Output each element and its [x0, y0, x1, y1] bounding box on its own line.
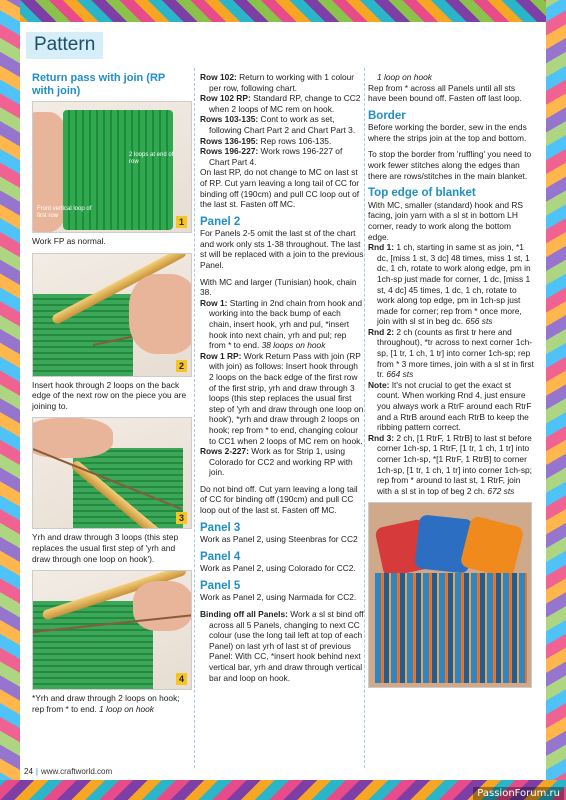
row-text: Cont to work as set, following Chart Part 2 and Chart Part 3. — [209, 114, 356, 135]
watermark: PassionForum.ru — [473, 787, 564, 800]
callout-label: 2 loops at end of row — [129, 152, 174, 165]
stitch-count: 1 loop on hook — [99, 703, 154, 714]
step-text: Insert hook through 2 loops on the back edge of the next row on the piece you are joining to. — [32, 379, 187, 411]
row-text: Return to working with 1 colour per row, following chart. — [209, 72, 355, 93]
paragraph: Work as Panel 2, using Steenbras for CC2 — [200, 534, 358, 545]
step-number-badge: 3 — [176, 512, 187, 524]
column-divider — [364, 68, 365, 768]
row-label: Rows 2-227: — [200, 446, 249, 457]
paragraph: For Panels 2-5 omit the last st of the chart and work only sts 1-38 throughout. The last st will be replaced with a join to the previous Panel. — [200, 228, 364, 270]
row-text: Work a sl st bind off across all 5 Panels, changing to next CC colour (use the long tail left at top of each Panel) on last yrh of last st of previous Panel: With CC, *insert hook behind next vertical bar, yrh and draw through vertical bar and loop on hook. — [209, 608, 364, 683]
callout-label: Front vertical loop of first row — [37, 206, 92, 219]
paragraph: Work as Panel 2, using Narmada for CC2. — [200, 592, 357, 603]
step-photo-4 — [32, 570, 192, 690]
step-text: Work FP as normal. — [32, 236, 106, 246]
step-number-badge: 4 — [176, 673, 187, 685]
section-heading-border: Border — [368, 109, 406, 122]
stitch-count: 656 sts — [465, 316, 493, 327]
stitch-count: 38 loops on hook — [261, 340, 326, 351]
row-text: Work as for Strip 1, using Colorado for CC2 and working RP with join. — [209, 446, 353, 478]
row-text: It's not crucial to get the exact st count. When working Rnd 4, just ensure you always work a RtrF around each RtrF and a RtrB around each RtrB to keep the ribbing pattern correct. — [377, 379, 532, 433]
row-text: 2 ch (counts as first tr here and throughout), *tr across to next corner 1ch-sp, [1 tr, 1 ch, 1 tr] into corner 1ch-sp; rep from * 3 more times, join with a sl st in first tr. — [377, 326, 534, 380]
pillow-image — [460, 516, 525, 580]
paragraph: Before working the border, sew in the ends where the strips join at the top and bottom. — [368, 122, 527, 143]
row-label: Rows 136-195: — [200, 135, 259, 146]
step-photo-2 — [32, 253, 192, 377]
row-text: 2 ch, [1 RtrF, 1 RtrB] to last st before corner 1ch-sp, 1 RtrF, [1 tr, 1 ch, 1 tr] into corner 1ch-sp, *[1 RtrF, 1 RtrB] to corner 1ch-sp, [1 tr, 1 ch, 1 tr] into corner 1ch-sp; rep from * around to last st, 1 RtrF, join with a sl st in top of beg 2 ch. — [377, 432, 533, 496]
paragraph: Rep from * across all Panels until all sts have been bound off. Fasten off last loop. — [368, 82, 522, 104]
stitch-count: 1 loop on hook — [377, 72, 432, 82]
row-label: Rows 103-135: — [200, 114, 259, 125]
paragraph: With MC and larger (Tunisian) hook, chain 38. — [200, 276, 357, 298]
stitch-count: 672 sts — [487, 485, 515, 496]
row-label: Binding off all Panels: — [200, 608, 288, 619]
step-number-badge: 1 — [176, 216, 187, 228]
footer-separator: | — [35, 767, 38, 776]
row-label: Rnd 1: — [368, 242, 395, 253]
hand-image — [129, 274, 192, 354]
page — [20, 22, 546, 780]
row-text: Work rows 196-227 of Chart Part 4. — [209, 146, 343, 167]
row-text: 1 ch, starting in same st as join, *1 dc, [miss 1 st, 3 dc] 48 times, miss 1 st, 1 dc, 1 ch, rotate to work along edge, pm in 1ch-sp just made for corner, 1 dc, [miss 1 st, 4 dc] 45 times, 1 dc, 1 ch, rotate to work along top edge, pm in 1ch-sp just made for corner; rep from * once more, join with sl st in beg dc. — [377, 242, 531, 327]
row-text: Starting in 2nd chain from hook and working into the back bump of each chain, insert hook, yrh and pul, *insert hook into next chain, yrh and pul; rep from * to end. — [209, 297, 363, 351]
blanket-image — [375, 573, 527, 683]
row-label: Rnd 3: — [368, 432, 395, 443]
column-divider — [194, 68, 195, 768]
step-number-badge: 2 — [176, 360, 187, 372]
row-label: Rnd 2: — [368, 326, 395, 337]
page-title: Pattern — [26, 32, 103, 59]
row-text: Standard RP, change to CC2 when 2 loops of MC rem on hook. — [209, 93, 361, 114]
row-label: Row 102 RP: — [200, 93, 251, 104]
paragraph: On last RP, do not change to MC on last st of RP. Cut yarn leaving a long tail of CC for binding off (190cm) and pull CC loop out of the last st. Fasten off MC. — [200, 167, 360, 210]
column-middle — [200, 72, 364, 683]
row-label: Rows 196-227: — [200, 146, 259, 157]
section-heading-panel-5: Panel 5 — [200, 579, 241, 592]
step-photo-3 — [32, 417, 192, 529]
paragraph: To stop the border from 'ruffling' you need to work fewer stitches along the edges than there are rows/stitches in the main blanket. — [368, 149, 532, 181]
paragraph: Work as Panel 2, using Colorado for CC2. — [200, 563, 356, 574]
row-label: Row 1: — [200, 297, 228, 308]
row-text: Work Return Pass with join (RP with join) as follows: Insert hook through 2 loops on the back edge of the first row of the first strip, yrh and draw through 3 loops (this step replaces the usual first step of 'yrh and draw through one loop on hook'), *yrh and draw through 2 loops on hook; rep from * to end, changing colour to CC1 when 2 loops of MC rem on hook. — [209, 350, 364, 446]
page-number: 24 — [24, 767, 33, 776]
hand-image — [133, 581, 192, 631]
footer — [24, 767, 112, 776]
floral-border-right — [546, 0, 566, 800]
section-heading-top-edge: Top edge of blanket — [368, 187, 476, 200]
section-heading-panel-2: Panel 2 — [200, 215, 241, 228]
step-photo-1 — [32, 101, 192, 233]
section-heading-panel-4: Panel 4 — [200, 550, 241, 563]
paragraph: With MC, smaller (standard) hook and RS facing, join yarn with a sl st in bottom LH corner, ready to work along the bottom edge. — [368, 199, 523, 242]
section-heading-panel-3: Panel 3 — [200, 521, 241, 534]
row-label: Note: — [368, 379, 390, 390]
row-label: Row 102: — [200, 72, 237, 82]
floral-border-top — [0, 0, 566, 22]
section-heading-rp-join: Return pass with join (RP with join) — [32, 72, 166, 97]
footer-website[interactable]: www.craftworld.com — [40, 767, 113, 776]
step-text: *Yrh and draw through 2 loops on hook; rep from * to end. — [32, 693, 180, 714]
blanket-photo — [368, 502, 532, 688]
row-label: Row 1 RP: — [200, 350, 242, 361]
stitch-count: 664 sts — [386, 369, 414, 380]
floral-border-left — [0, 0, 20, 800]
column-right — [368, 72, 534, 688]
paragraph: Do not bind off. Cut yarn leaving a long tail of CC for binding off (190cm) and pull CC loop out of the last st. Fasten off MC. — [200, 483, 358, 516]
row-text: Rep rows 106-135. — [260, 135, 332, 146]
column-left — [32, 72, 190, 714]
step-text: Yrh and draw through 3 loops (this step replaces the usual first step of 'yrh and draw through one loop on hook'). — [32, 532, 179, 564]
